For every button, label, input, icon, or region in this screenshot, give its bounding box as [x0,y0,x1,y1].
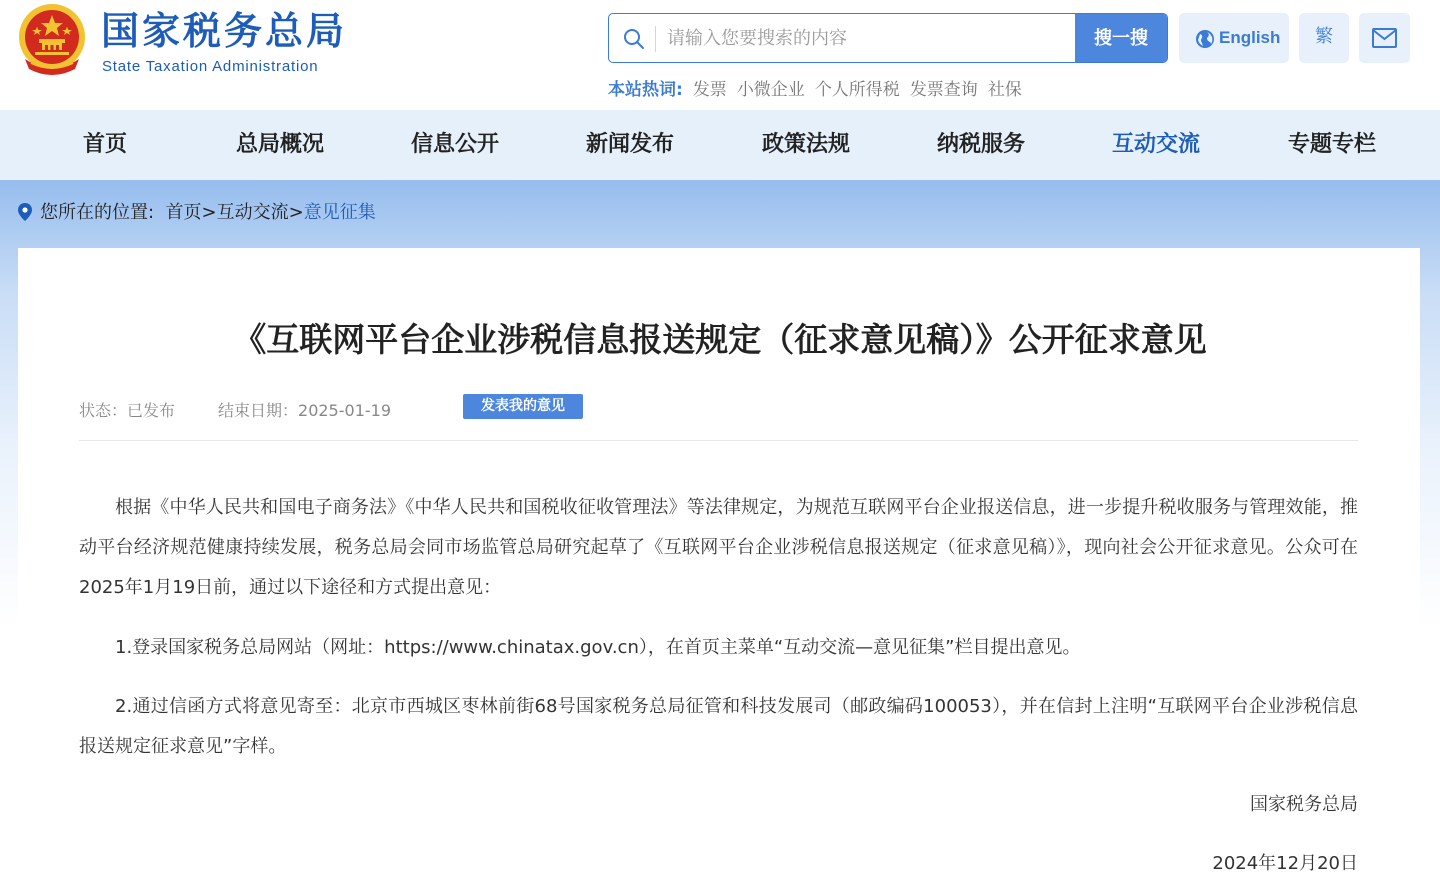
divider [79,440,1358,441]
main-nav [0,110,1440,180]
search-input[interactable] [667,22,1067,54]
article-title: 《互联网平台企业涉税信息报送规定（征求意见稿）》公开征求意见 [233,320,1207,359]
nav-item-special-topics[interactable]: 专题专栏 [1287,132,1376,157]
breadcrumb [18,200,376,226]
globe-icon [1195,29,1215,49]
article-status: 状态：已发布 [79,401,176,420]
breadcrumb-home[interactable]: 首页 [165,202,202,223]
hot-word-link[interactable]: 个人所得税 [814,80,900,100]
hot-word-link[interactable]: 发票 [692,80,727,100]
nav-item-home[interactable]: 首页 [82,132,127,157]
site-title-en[interactable]: State Taxation Administration [102,58,319,75]
breadcrumb-prefix: 您所在的位置: [40,202,155,223]
submit-opinion-button[interactable]: 发表我的意见 [463,394,583,419]
mail-icon [1372,28,1397,48]
hot-words-label: 本站热词: [608,80,683,100]
hot-word-link[interactable]: 发票查询 [909,80,978,100]
breadcrumb-separator: > [288,202,304,223]
nav-item-overview[interactable]: 总局概况 [235,132,324,157]
site-header [0,0,1440,110]
article-date: 2024年12月20日 [1212,853,1358,874]
location-pin-icon [18,203,32,221]
search-divider [655,26,656,52]
english-button[interactable] [1179,13,1289,63]
nav-item-tax-service[interactable]: 纳税服务 [936,132,1025,157]
article-paragraph: 1.登录国家税务总局网站（网址：https://www.chinatax.gov.cn），在首页主菜单“互动交流—意见征集”栏目提出意见。 [115,637,1081,658]
site-title-cn[interactable]: 国家税务总局 [101,8,348,53]
hot-words [608,78,1032,102]
article-paragraph: 2.通过信函方式将意见寄至：北京市西城区枣林前街68号国家税务总局征管和科技发展司（邮政编码100053），并在信封上注明“互联网平台企业涉税信息报送规定征求意见”字样。 [79,696,1358,757]
traditional-chinese-button[interactable]: 繁 [1299,13,1349,63]
article-signature: 国家税务总局 [1250,794,1358,815]
article-paragraph: 根据《中华人民共和国电子商务法》《中华人民共和国税收征收管理法》等法律规定，为规范互联网平台企业报送信息，进一步提升税收服务与管理效能，推动平台经济规范健康持续发展，税务总局会同市场监管总局研究起草了《互联网平台企业涉税信息报送规定（征求意见稿）》，现向社会公开征求意见。公众可在2025年1月19日前，通过以下途径和方式提出意见： [79,497,1358,598]
search-button[interactable]: 搜一搜 [1075,14,1167,63]
national-emblem-icon[interactable] [17,3,87,75]
search-icon[interactable] [623,28,645,50]
nav-item-policy[interactable]: 政策法规 [761,132,850,157]
breadcrumb-section[interactable]: 互动交流 [216,202,289,223]
nav-item-interaction[interactable]: 互动交流 [1111,132,1200,157]
search-box [608,13,1168,63]
english-label: English [1219,28,1281,47]
end-date-value: 2025-01-19 [298,401,391,420]
hot-word-link[interactable]: 小微企业 [736,80,805,100]
breadcrumb-separator: > [201,202,217,223]
hot-word-link[interactable]: 社保 [987,80,1022,100]
breadcrumb-current[interactable]: 意见征集 [303,202,376,223]
end-date-label: 结束日期： [218,401,299,420]
nav-item-news[interactable]: 新闻发布 [585,132,674,157]
article-end-date [218,400,391,422]
mail-button[interactable] [1359,13,1410,63]
nav-item-info-disclosure[interactable]: 信息公开 [410,132,499,157]
